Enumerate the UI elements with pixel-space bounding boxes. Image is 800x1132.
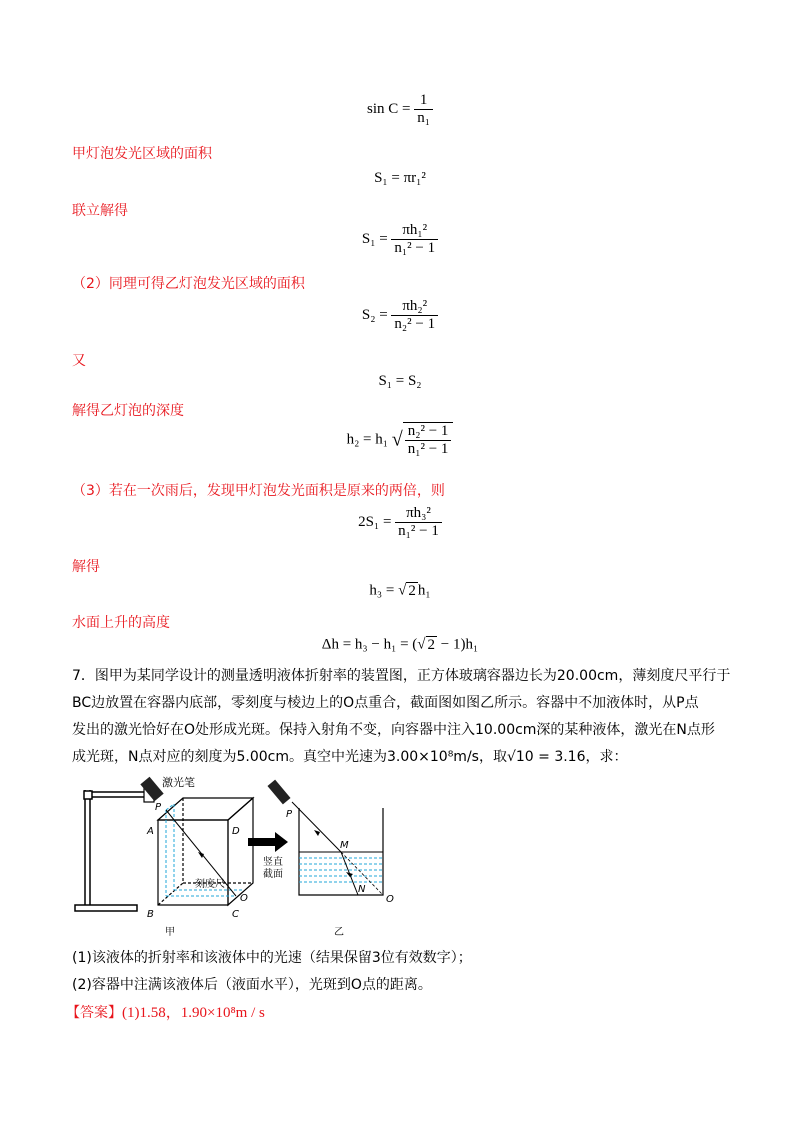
eq-lhs: h₂ = h₁ [346, 431, 388, 448]
question-1: (1)该液体的折射率和该液体中的光速（结果保留3位有效数字）； [72, 950, 472, 966]
point-label-O: O [240, 893, 248, 904]
point-label-O2: O [386, 894, 394, 905]
laser-pen-label: 激光笔 [162, 776, 195, 789]
sqrt-body: 2 [427, 637, 436, 653]
problem-line: BC边放置在容器内底部，零刻度与棱边上的O点重合，截面图如图乙所示。容器中不加液体时，从P点 [72, 695, 699, 711]
section-label-2: 截面 [263, 869, 283, 880]
label-area-1: 甲灯泡发光区域的面积 [72, 146, 212, 162]
fraction-denominator: n₁² − 1 [407, 441, 449, 457]
equation-S1-equals-S2: S₁ = S₂ [378, 373, 422, 389]
point-label-M: M [340, 840, 349, 851]
equation-delta-h [0, 636, 800, 654]
point-label-N: N [358, 884, 366, 895]
fraction-denominator: n₂² − 1 [394, 316, 436, 332]
fraction-denominator: n₁² − 1 [398, 523, 439, 539]
equation-S2 [0, 298, 800, 333]
fraction-numerator: πh₃² [395, 505, 442, 523]
fraction [391, 222, 438, 257]
fraction-denominator: n₁ [417, 110, 430, 126]
eq-lhs: sin C = [367, 100, 411, 117]
label-part-2: （2）同理可得乙灯泡发光区域的面积 [72, 276, 305, 292]
beam-arrow-icon-2 [314, 830, 320, 836]
sqrt-body [403, 422, 454, 458]
ruler-label: 刻度尺 [195, 879, 225, 890]
equation-sinC [0, 92, 800, 127]
eq-rhs: h₁ [417, 582, 431, 599]
eq-lhs: S₁ = [361, 230, 388, 247]
problem-line: 7．图甲为某同学设计的测量透明液体折射率的装置图，正方体玻璃容器边长为20.00cm，薄刻度尺平行于 [72, 668, 731, 684]
problem-7-text [72, 663, 732, 771]
fraction-denominator: n₁² − 1 [394, 240, 436, 256]
caption-yi: 乙 [334, 927, 344, 938]
sqrt-sign: √ [417, 636, 426, 653]
point-label-D: D [232, 826, 240, 837]
equation-2S1 [0, 505, 800, 540]
equation-S1 [0, 222, 800, 257]
problem-line: 成光斑，N点对应的刻度为5.00cm。真空中光速为3.00×10⁸m/s，取√10 = 3.16，求： [72, 749, 628, 765]
fraction-numerator: πh₁² [391, 222, 438, 240]
answer [66, 1001, 265, 1022]
problem-line: 发出的激光恰好在O处形成光斑。保持入射角不变，向容器中注入10.00cm深的某种液体，激光在N点形 [72, 722, 715, 738]
sqrt-sign: √ [398, 582, 407, 599]
label-part-3: （3）若在一次雨后，发现甲灯泡发光面积是原来的两倍，则 [72, 483, 445, 499]
label-depth: 解得乙灯泡的深度 [72, 403, 184, 419]
label-rise: 水面上升的高度 [72, 615, 170, 631]
equation-h3 [0, 582, 800, 600]
eq-lhs: 2S₁ = [358, 513, 392, 530]
eq-lhs: Δh = h₃ − h₁ = ( [321, 636, 418, 653]
point-label-B: B [147, 909, 154, 920]
label-solve-1: 联立解得 [72, 203, 128, 219]
laser-pen-icon-2 [267, 780, 290, 805]
point-label-C: C [232, 909, 239, 920]
eq-lhs: h₃ = [369, 582, 395, 599]
fraction [405, 423, 452, 458]
answer-label: 【答案】 [66, 1005, 122, 1021]
fraction [395, 505, 442, 540]
liquid-lines [299, 852, 383, 882]
sqrt-body: 2 [408, 583, 416, 599]
fraction-numerator: n₂² − 1 [405, 423, 452, 441]
point-label-P: P [155, 802, 162, 813]
section-label-1: 竖直 [263, 857, 283, 868]
laser-pen-icon [140, 777, 163, 802]
fraction-numerator: πh₂² [391, 298, 438, 316]
eq-lhs: S₂ = [361, 306, 388, 323]
point-label-A: A [147, 826, 154, 837]
stand [75, 790, 145, 911]
apparatus-figure [70, 770, 410, 940]
sqrt-sign: √ [391, 428, 403, 451]
fraction [391, 298, 438, 333]
question-2: (2)容器中注满该液体后（液面水平），光斑到O点的距离。 [72, 977, 432, 993]
label-also: 又 [72, 353, 86, 369]
equation-S1-pi-r: S₁ = πr₁² [374, 170, 426, 186]
label-solve-2: 解得 [72, 559, 100, 575]
fraction [414, 92, 433, 127]
eq-rhs: − 1)h₁ [437, 636, 479, 653]
caption-jia: 甲 [165, 927, 175, 938]
arrow-icon [248, 832, 288, 852]
answer-value: (1)1.58，1.90×10⁸m / s [122, 1005, 265, 1021]
equation-h2 [0, 422, 800, 458]
point-label-P2: P [286, 809, 293, 820]
fraction-numerator: 1 [414, 92, 433, 110]
